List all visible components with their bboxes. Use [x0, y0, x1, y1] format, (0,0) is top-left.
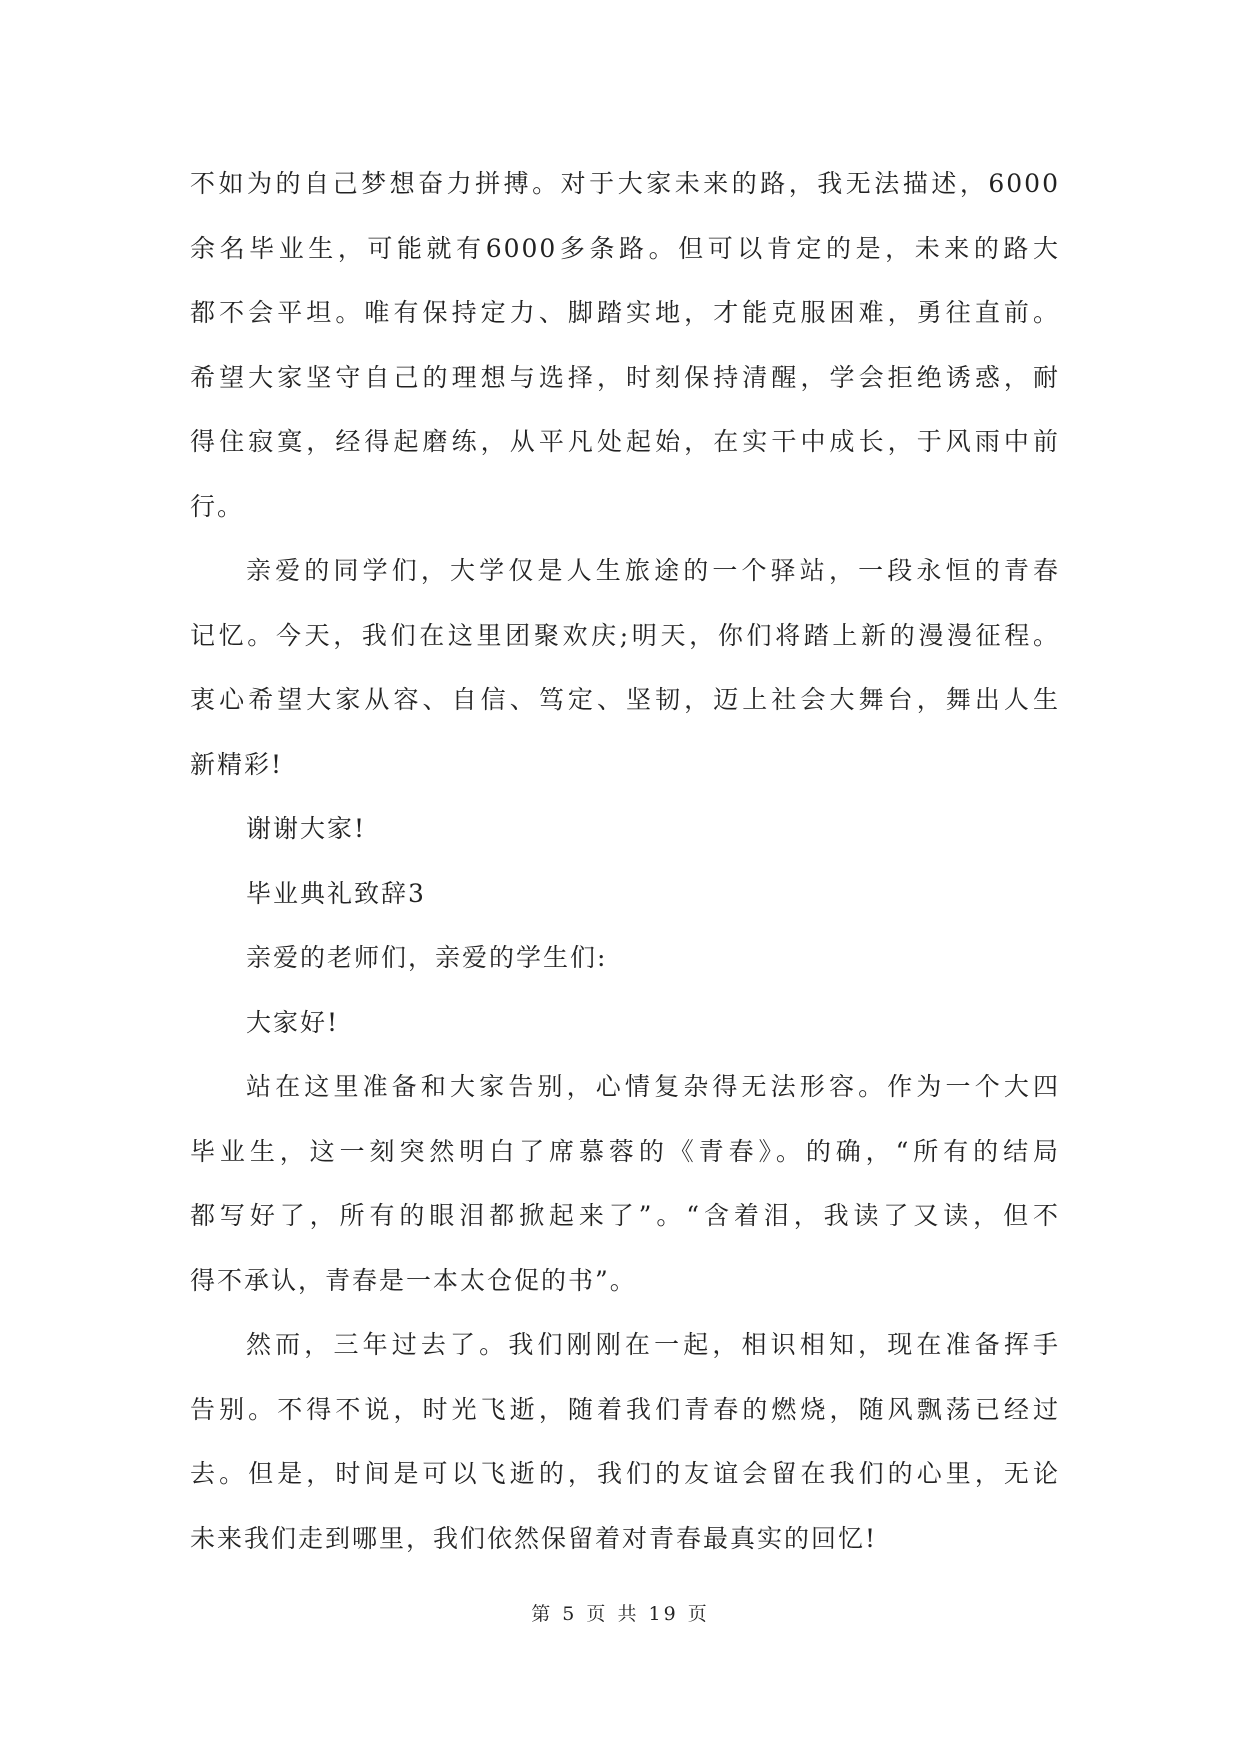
text-line-21: 去。但是，时间是可以飞逝的，我们的友谊会留在我们的心里，无论 [190, 1459, 1060, 1488]
text-line-15: 站在这里准备和大家告别，心情复杂得无法形容。作为一个大四 [246, 1072, 1060, 1101]
text-line-3: 都不会平坦。唯有保持定力、脚踏实地，才能克服困难，勇往直前。 [190, 298, 1060, 327]
document-body [190, 152, 1060, 1571]
text-line-19: 然而，三年过去了。我们刚刚在一起，相识相知，现在准备挥手 [246, 1330, 1060, 1359]
text-line-2: 余名毕业生，可能就有6000多条路。但可以肯定的是，未来的路大 [190, 233, 1060, 263]
text-line-6: 行。 [190, 491, 245, 521]
page-footer [0, 1602, 1241, 1626]
text-line-9: 衷心希望大家从容、自信、笃定、坚韧，迈上社会大舞台，舞出人生 [190, 685, 1060, 714]
text-line-14: 大家好! [246, 1007, 340, 1037]
text-line-11: 谢谢大家! [246, 814, 367, 843]
footer-total-pages: 19 [648, 1603, 679, 1625]
text-line-18: 得不承认，青春是一本太仓促的书”。 [190, 1265, 637, 1295]
footer-suffix: 页 [687, 1603, 710, 1625]
text-line-8: 记忆。今天，我们在这里团聚欢庆;明天，你们将踏上新的漫漫征程。 [190, 620, 1060, 650]
text-line-10: 新精彩! [190, 749, 284, 779]
text-line-20: 告别。不得不说，时光飞逝，随着我们青春的燃烧，随风飘荡已经过 [190, 1394, 1060, 1424]
text-line-1: 不如为的自己梦想奋力拼搏。对于大家未来的路，我无法描述，6000 [190, 169, 1060, 198]
text-line-22: 未来我们走到哪里，我们依然保留着对青春最真实的回忆! [190, 1523, 878, 1553]
footer-current-page: 5 [562, 1603, 578, 1625]
text-line-17: 都写好了，所有的眼泪都掀起来了”。“含着泪，我读了又读，但不 [190, 1201, 1060, 1230]
footer-prefix: 第 [531, 1603, 554, 1625]
text-line-5: 得住寂寞，经得起磨练，从平凡处起始，在实干中成长，于风雨中前 [190, 427, 1060, 456]
text-line-13: 亲爱的老师们，亲爱的学生们: [246, 943, 608, 972]
text-line-4: 希望大家坚守自己的理想与选择，时刻保持清醒，学会拒绝诱惑，耐 [190, 362, 1060, 392]
section-heading: 毕业典礼致辞3 [246, 878, 426, 908]
text-line-7: 亲爱的同学们，大学仅是人生旅途的一个驿站，一段永恒的青春 [246, 556, 1060, 585]
footer-middle: 页 共 [586, 1603, 640, 1625]
text-line-16: 毕业生，这一刻突然明白了席慕蓉的《青春》。的确，“所有的结局 [190, 1136, 1060, 1166]
